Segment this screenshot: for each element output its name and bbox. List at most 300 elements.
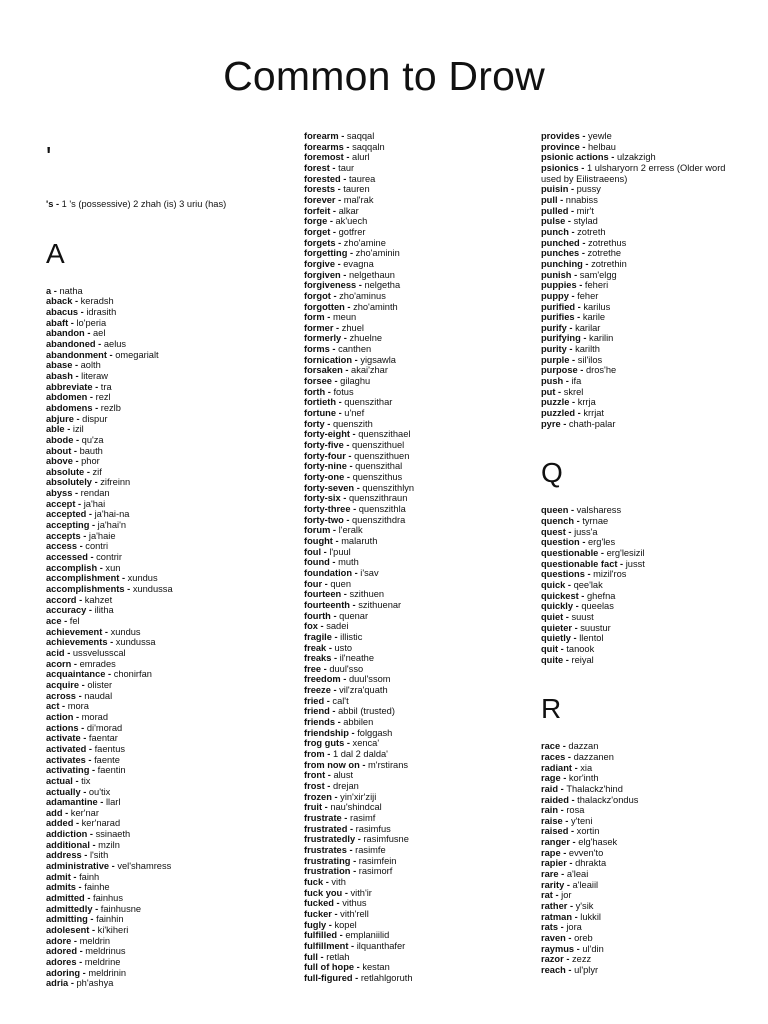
dictionary-entry: frustrate - rasimf: [304, 813, 376, 823]
dictionary-entry: administrative - vel'shamress: [46, 861, 172, 872]
entry-word: add: [46, 807, 63, 818]
entry-translation: ker'nar: [70, 807, 99, 818]
dictionary-entry: frustrating - rasimfein: [304, 855, 397, 866]
entry-translation: canthen: [338, 344, 372, 355]
entry-translation: llarl: [105, 797, 121, 808]
entry-translation: valsharess: [576, 505, 622, 516]
entry-word: actually: [46, 786, 81, 797]
entry-word: question: [541, 537, 580, 548]
entry-word: forgot: [304, 290, 331, 301]
entry-word: absolute: [46, 466, 85, 477]
dictionary-entry: accomplishments - xundussa: [46, 584, 173, 595]
dictionary-entry: action - morad: [46, 711, 109, 722]
entry-word: acquire: [46, 679, 80, 690]
dictionary-entry: rather - y'sik: [541, 901, 594, 912]
dictionary-entry: quieter - suustur: [541, 622, 611, 633]
entry-translation: phor: [81, 456, 100, 467]
entry-word: accessed: [46, 552, 88, 563]
dictionary-entry: frog guts - xenca': [304, 738, 380, 749]
entry-translation: abbilen: [343, 717, 374, 728]
entry-word: accepts: [46, 530, 81, 541]
entry-translation: meldrinin: [88, 967, 127, 978]
entry-translation: cal't: [332, 695, 349, 706]
entry-word: province: [541, 141, 580, 152]
entry-translation: ou'tix: [88, 786, 111, 797]
entry-translation: yewle: [588, 131, 612, 141]
entry-translation: evven'to: [568, 847, 604, 858]
dictionary-entry: forsee - gilaghu: [304, 376, 371, 387]
dictionary-entry: above - phor: [46, 456, 100, 467]
dictionary-entry: quit - tanook: [541, 643, 595, 654]
entry-word: quench: [541, 516, 575, 527]
entry-translation: rasimfe: [355, 844, 386, 855]
entry-word: frost: [304, 781, 325, 792]
dictionary-entry: fulfillment - ilquanthafer: [304, 940, 406, 951]
entry-word: access: [46, 541, 78, 552]
dictionary-entry: raise - y'teni: [541, 815, 593, 826]
dictionary-entry: freaks - il'neathe: [304, 653, 375, 664]
entry-word: adamantine: [46, 797, 98, 808]
dictionary-entry: fourteenth - szithuenar: [304, 599, 402, 610]
entry-translation: saqqaln: [352, 141, 385, 152]
entry-translation: quenszith: [332, 418, 373, 429]
entry-word: forty-four: [304, 450, 346, 461]
dictionary-entry: found - muth: [304, 557, 359, 568]
entry-word: across: [46, 690, 76, 701]
dictionary-entry: fuck - vith: [304, 876, 346, 887]
entry-translation: ki'kiheri: [97, 925, 129, 936]
dictionary-entry: puppies - feheri: [541, 280, 609, 291]
entry-word: abash: [46, 370, 73, 381]
entry-translation: erg'lesizil: [606, 548, 645, 558]
entry-word: provides: [541, 131, 580, 141]
entry-translation: zifreinn: [100, 477, 131, 488]
dictionary-entry: aback - keradsh: [46, 296, 114, 307]
entry-word: fourteen: [304, 589, 342, 600]
entry-word: abandoned: [46, 338, 96, 349]
entry-translation: ifa: [571, 376, 582, 387]
entry-word: about: [46, 445, 72, 456]
dictionary-entry: actions - di'morad: [46, 722, 123, 733]
entry-translation: illistic: [340, 631, 363, 642]
dictionary-entry: races - dazzanen: [541, 751, 614, 762]
entry-translation: zhuelne: [349, 333, 383, 344]
dictionary-entry: puisin - pussy: [541, 184, 601, 195]
dictionary-entry: four - quen: [304, 578, 352, 589]
entry-word: a: [46, 285, 52, 296]
entry-word: reach: [541, 965, 566, 975]
entry-word: forested: [304, 173, 341, 184]
dictionary-entry: raid - Thalackz'hind: [541, 783, 623, 794]
entry-word: pulse: [541, 216, 566, 227]
entry-word: razor: [541, 954, 564, 965]
entry-word: fulfillment: [304, 940, 349, 951]
dictionary-entry: from - 1 dal 2 dalda': [304, 749, 388, 760]
entry-translation: y'sik: [575, 901, 594, 912]
entry-translation: ulzakzigh: [616, 152, 656, 163]
entry-translation: rendan: [80, 488, 110, 499]
entry-translation: sam'elgg: [579, 269, 617, 280]
dictionary-entry: act - mora: [46, 701, 89, 712]
entry-translation: queelas: [581, 601, 614, 612]
dictionary-entry: addiction - ssinaeth: [46, 829, 131, 840]
dictionary-entry: fourteen - szithuen: [304, 589, 385, 600]
entry-translation: xundussa: [115, 637, 156, 648]
entry-word: ace: [46, 616, 62, 626]
entry-translation: feheri: [584, 280, 609, 291]
entry-word: friendship: [304, 727, 349, 738]
entry-translation: keradsh: [80, 296, 114, 307]
entry-translation: ja'hai-na: [94, 509, 130, 520]
entry-translation: zotrethus: [588, 237, 627, 248]
entry-word: admitted: [46, 893, 85, 904]
entry-word: forgetting: [304, 248, 348, 259]
entry-word: freaks: [304, 653, 332, 664]
entry-word: adria: [46, 978, 69, 989]
entry-word: purify: [541, 322, 567, 333]
entry-translation: zho'aminus: [339, 290, 386, 301]
entry-word: punched: [541, 237, 580, 248]
dictionary-entry: absolute - zif: [46, 466, 102, 477]
dictionary-entry: accessed - contrir: [46, 552, 122, 563]
entry-translation: ussvelusscal: [72, 647, 126, 658]
entry-word: fragile: [304, 631, 332, 642]
dictionary-entry: forget - gotfrer: [304, 226, 366, 237]
entry-translation: izil: [72, 424, 84, 435]
entry-translation: drejan: [332, 781, 359, 792]
dictionary-entry: fucked - vithus: [304, 898, 367, 909]
entry-word: punch: [541, 226, 569, 237]
entry-word: quickest: [541, 590, 579, 601]
entry-word: addiction: [46, 829, 88, 840]
entry-word: forty-five: [304, 440, 344, 451]
entry-word: accomplishment: [46, 573, 120, 584]
dictionary-entry: from now on - m'rstirans: [304, 759, 409, 770]
entry-word: forty: [304, 418, 325, 429]
entry-word: frozen: [304, 791, 332, 802]
entry-word: forth: [304, 386, 326, 397]
entry-translation: usto: [334, 642, 353, 653]
entry-translation: krrjat: [583, 408, 605, 419]
entry-word: administrative: [46, 861, 110, 872]
entry-translation: xia: [580, 762, 593, 773]
dictionary-entry: full of hope - kestan: [304, 962, 390, 973]
entry-translation: rasimfus: [355, 823, 391, 834]
entry-word: achievements: [46, 637, 108, 648]
entry-translation: ul'plyr: [574, 965, 599, 975]
entry-word: address: [46, 850, 82, 861]
dictionary-entry: accord - kahzet: [46, 594, 113, 605]
dictionary-entry: rapier - dhrakta: [541, 858, 607, 869]
entry-word: freeze: [304, 685, 331, 696]
entry-word: forest: [304, 162, 330, 173]
entry-translation: zho'aminth: [353, 301, 398, 312]
entry-translation: fainhusne: [100, 903, 142, 914]
entry-translation: dros'he: [585, 365, 617, 376]
entry-word: forests: [304, 184, 336, 195]
entry-translation: karilar: [575, 322, 601, 333]
dictionary-entry: punched - zotrethus: [541, 237, 627, 248]
dictionary-entry: pull - nnabiss: [541, 194, 598, 205]
entry-word: front: [304, 770, 326, 781]
entry-translation: contri: [85, 541, 109, 552]
entry-translation: vithus: [342, 898, 367, 909]
dictionary-entry: acorn - emrades: [46, 658, 116, 669]
entry-translation: gilaghu: [340, 376, 371, 387]
entry-word: puzzle: [541, 397, 570, 408]
entry-word: fugly: [304, 919, 327, 930]
dictionary-entry: abase - aolth: [46, 360, 101, 371]
entry-translation: rosa: [566, 805, 585, 816]
entry-word: quit: [541, 643, 559, 654]
entry-word: friends: [304, 717, 335, 728]
entry-word: achievement: [46, 626, 103, 637]
entry-word: forgiven: [304, 269, 341, 280]
dictionary-entry: psionic actions - ulzakzigh: [541, 152, 656, 163]
dictionary-entry: full-figured - retlahlgoruth: [304, 972, 413, 983]
entry-word: forever: [304, 194, 336, 205]
entry-translation: meldrine: [84, 957, 121, 967]
entry-translation: vel'shamress: [117, 861, 172, 872]
entry-translation: nau'shindcal: [330, 802, 382, 813]
dictionary-entry: raven - oreb: [541, 933, 593, 944]
entry-word: forearms: [304, 141, 344, 152]
dictionary-entry: frustrated - rasimfus: [304, 823, 391, 834]
entry-word: acorn: [46, 658, 72, 669]
entry-translation: dhrakta: [575, 858, 607, 869]
entry-word: rape: [541, 847, 561, 858]
entry-translation: omegarialt: [115, 349, 159, 360]
dictionary-entry: forty-one - quenszithus: [304, 472, 403, 482]
entry-translation: quenszithraun: [348, 493, 408, 504]
entry-translation: quenszithael: [358, 429, 411, 440]
entry-translation: zhuel: [341, 322, 364, 333]
dictionary-entry: freeze - vil'zra'quath: [304, 685, 388, 696]
entry-translation: l'eralk: [338, 525, 363, 536]
entry-translation: ak'uech: [335, 216, 368, 227]
entry-word: purified: [541, 301, 576, 312]
dictionary-entry: forest - taur: [304, 162, 355, 173]
entry-translation: dispur: [82, 413, 108, 424]
dictionary-entry: adolesent - ki'kiheri: [46, 925, 129, 936]
dictionary-entry: able - izil: [46, 424, 84, 435]
entry-translation: i'sav: [360, 567, 379, 578]
dictionary-entry: race - dazzan: [541, 741, 599, 752]
dictionary-entry: forgets - zho'amine: [304, 237, 386, 248]
entry-word: actual: [46, 775, 73, 786]
entry-word: forty-two: [304, 514, 344, 525]
entry-translation: rasimfein: [358, 855, 397, 866]
dictionary-entry: rare - a'leai: [541, 869, 589, 880]
dictionary-entry: formerly - zhuelne: [304, 333, 383, 344]
entry-word: psionic actions: [541, 152, 609, 163]
dictionary-entry: quick - qee'lak: [541, 579, 603, 590]
entry-word: admits: [46, 882, 76, 893]
entry-translation: literaw: [81, 370, 109, 381]
entry-word: additional: [46, 839, 90, 850]
entry-word: rare: [541, 869, 559, 880]
entry-word: frustrate: [304, 813, 342, 823]
dictionary-entry: forsaken - akai'zhar: [304, 365, 388, 376]
entry-word: raided: [541, 794, 569, 805]
entry-word: fortune: [304, 408, 337, 419]
entry-word: frustrates: [304, 844, 347, 855]
entry-word: absolutely: [46, 477, 92, 488]
entry-translation: sil'ilos: [577, 354, 603, 365]
entry-word: above: [46, 456, 73, 467]
entry-word: frustratedly: [304, 834, 356, 845]
entry-translation: kestan: [362, 962, 390, 973]
entry-translation: tix: [81, 775, 91, 786]
entry-word: purple: [541, 354, 570, 365]
entry-word: fruit: [304, 802, 323, 813]
entry-word: pulled: [541, 205, 569, 216]
entry-translation: mziln: [98, 839, 120, 850]
entry-word: from now on: [304, 759, 360, 770]
entry-translation: fotus: [333, 386, 354, 397]
entry-translation: suustur: [580, 622, 611, 633]
entry-translation: dazzan: [568, 741, 599, 752]
dictionary-entry: raided - thalackz'ondus: [541, 794, 639, 805]
entry-translation: duul'sso: [329, 663, 364, 674]
dictionary-entry: fornication - yigsawla: [304, 354, 396, 365]
entry-translation: m'rstirans: [368, 759, 409, 770]
dictionary-entry: activates - faente: [46, 754, 120, 765]
dictionary-entry: abandoned - aelus: [46, 338, 127, 349]
dictionary-entry: abaft - lo'peria: [46, 317, 107, 328]
entry-word: forsaken: [304, 365, 343, 376]
entry-translation: emrades: [79, 658, 116, 669]
entry-word: actions: [46, 722, 79, 733]
dictionary-entry: puzzle - krrja: [541, 397, 596, 408]
entry-word: accomplish: [46, 562, 98, 573]
entry-word: rapier: [541, 858, 567, 869]
entry-word: foundation: [304, 567, 353, 578]
entry-word: races: [541, 751, 566, 762]
entry-word: push: [541, 376, 564, 387]
entry-translation: alust: [333, 770, 354, 781]
dictionary-entry: razor - zezz: [541, 954, 592, 965]
entry-translation: quen: [330, 578, 352, 589]
entry-translation: mizil'ros: [593, 569, 627, 580]
entry-translation: quenszithar: [344, 397, 393, 408]
entry-translation: ph'ashya: [76, 978, 114, 989]
entry-word: forty-eight: [304, 429, 350, 440]
entry-word: abjure: [46, 413, 74, 424]
dictionary-entry: rarity - a'leaiil: [541, 879, 599, 890]
dictionary-entry: abacus - idrasith: [46, 306, 117, 317]
dictionary-entry: ranger - elg'hasek: [541, 837, 618, 848]
entry-word: forgets: [304, 237, 336, 248]
entry-word: forearm: [304, 131, 339, 141]
entry-word: accord: [46, 594, 77, 605]
dictionary-entry: purple - sil'ilos: [541, 354, 603, 365]
entry-word: forgiveness: [304, 280, 357, 291]
dictionary-entry: psionics - 1 ulsharyorn 2 erress (Older word used by Eilistraeens): [541, 162, 726, 184]
entry-word: fourteenth: [304, 599, 350, 610]
dictionary-entry: address - l'sith: [46, 850, 109, 861]
entry-translation: folggash: [357, 727, 393, 738]
dictionary-entry: abjure - dispur: [46, 413, 108, 424]
entry-translation: juss'a: [574, 526, 598, 537]
dictionary-entry: quench - tyrnae: [541, 516, 609, 527]
dictionary-entry: acquire - olister: [46, 679, 113, 690]
entry-word: rage: [541, 773, 561, 784]
entry-translation: emplaniilid: [345, 930, 390, 941]
dictionary-entry: forty-two - quenszithdra: [304, 514, 406, 525]
entry-translation: karilin: [589, 333, 614, 344]
dictionary-entry: actually - ou'tix: [46, 786, 111, 797]
entry-word: quieter: [541, 622, 572, 633]
entry-word: abacus: [46, 306, 79, 317]
entry-word: fucker: [304, 908, 332, 919]
entry-word: accomplishments: [46, 584, 125, 595]
dictionary-entry: quiet - suust: [541, 611, 594, 622]
entry-word: adores: [46, 957, 77, 967]
entry-word: adore: [46, 935, 72, 946]
entry-translation: ilitha: [94, 605, 114, 616]
entry-translation: ul'din: [582, 943, 604, 954]
entry-translation: meldrinus: [85, 946, 126, 957]
entry-word: punching: [541, 258, 583, 269]
entry-word: fried: [304, 695, 325, 706]
entry-translation: erg'les: [588, 537, 616, 548]
entry-word: forty-one: [304, 472, 345, 482]
dictionary-entry: abdomen - rezl: [46, 392, 111, 403]
dictionary-entry: fox - sadei: [304, 621, 349, 632]
entry-translation: a'leai: [566, 869, 589, 880]
entry-translation: jor: [561, 890, 572, 901]
dictionary-entry: radiant - xia: [541, 762, 593, 773]
entry-word: friend: [304, 706, 330, 717]
entry-translation: karile: [582, 312, 606, 323]
dictionary-entry: add - ker'nar: [46, 807, 99, 818]
dictionary-entry: quietly - llentol: [541, 633, 604, 644]
entry-word: accepting: [46, 520, 90, 531]
entry-translation: zotrethe: [587, 248, 622, 259]
entry-translation: tyrnae: [582, 516, 609, 527]
dictionary-entry: forested - taurea: [304, 173, 376, 184]
entry-word: forms: [304, 344, 330, 355]
entry-translation: xundus: [127, 573, 158, 584]
entry-translation: akai'zhar: [351, 365, 388, 376]
entry-translation: chonirfan: [113, 669, 152, 680]
entry-word: radiant: [541, 762, 572, 773]
dictionary-entry: freak - usto: [304, 642, 353, 653]
dictionary-entry: puzzled - krrjat: [541, 408, 605, 419]
dictionary-entry: ratman - lukkil: [541, 911, 601, 922]
dictionary-entry: across - naudal: [46, 690, 113, 701]
entry-word: quick: [541, 579, 566, 590]
entry-word: rarity: [541, 879, 565, 890]
entry-word: purity: [541, 344, 567, 355]
entry-translation: lukkil: [580, 911, 601, 922]
entry-translation: zif: [92, 466, 102, 477]
entry-word: fuck: [304, 876, 324, 887]
entry-translation: fainhus: [93, 893, 123, 904]
entry-word: puisin: [541, 184, 569, 195]
entry-word: able: [46, 424, 65, 435]
entry-translation: rezlb: [100, 402, 121, 413]
entry-translation: fainh: [79, 871, 100, 882]
entry-translation: krrja: [577, 397, 596, 408]
dictionary-entry: purified - karilus: [541, 301, 611, 312]
column-3: [541, 131, 741, 976]
dictionary-entry: rage - kor'inth: [541, 773, 599, 784]
entry-translation: quenszithuen: [354, 450, 410, 461]
entry-word: found: [304, 557, 330, 568]
dictionary-entry: admitting - fainhin: [46, 914, 124, 925]
